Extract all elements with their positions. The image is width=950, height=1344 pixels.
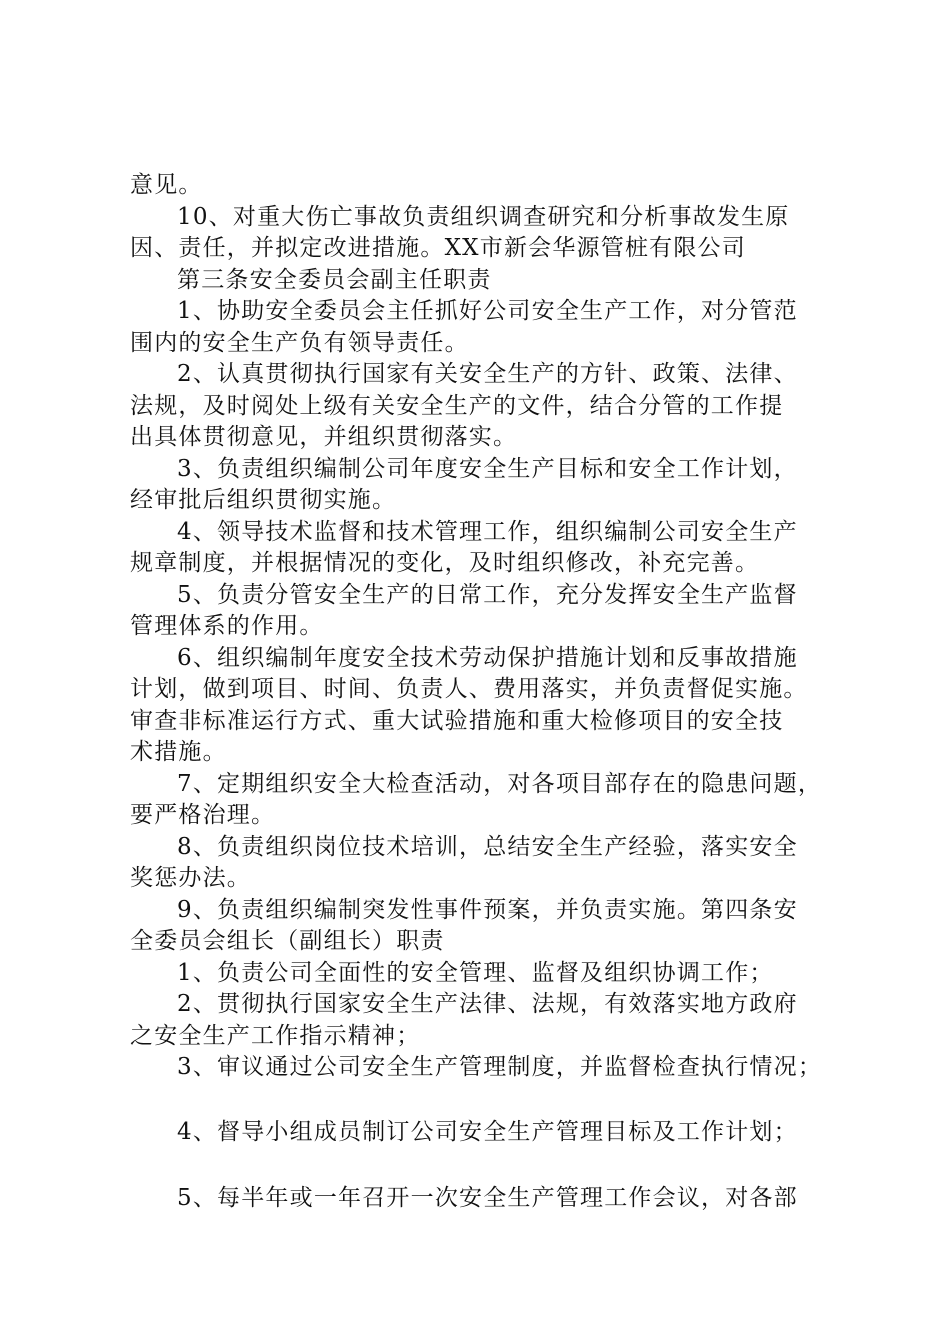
text-line: 2、贯彻执行国家安全生产法律、法规，有效落实地方政府	[177, 991, 798, 1017]
text-line: 1、协助安全委员会主任抓好公司安全生产工作，对分管范	[177, 298, 798, 324]
text-line: 全委员会组长（副组长）职责	[130, 928, 445, 954]
text-line: 奖惩办法。	[130, 865, 251, 891]
text-line: 4、督导小组成员制订公司安全生产管理目标及工作计划；	[177, 1118, 798, 1145]
text-line: 8、负责组织岗位技术培训，总结安全生产经验，落实安全	[177, 833, 798, 860]
text-line: 术措施。	[130, 739, 227, 765]
text-line: 5、负责分管安全生产的日常工作，充分发挥安全生产监督	[177, 581, 798, 608]
text-line: 计划，做到项目、时间、负责人、费用落实，并负责督促实施。	[130, 676, 808, 702]
text-line: 管理体系的作用。	[130, 613, 324, 639]
document-body	[130, 170, 830, 1215]
text-line: 3、审议通过公司安全生产管理制度，并监督检查执行情况；	[177, 1054, 823, 1080]
text-line: 出具体贯彻意见，并组织贯彻落实。	[130, 424, 518, 450]
text-line: 围内的安全生产负有领导责任。	[130, 329, 469, 356]
text-line: 4、领导技术监督和技术管理工作，组织编制公司安全生产	[177, 518, 798, 545]
text-line: 意见。	[130, 172, 203, 198]
text-line: 6、组织编制年度安全技术劳动保护措施计划和反事故措施	[177, 644, 798, 671]
text-line: 经审批后组织贯彻实施。	[130, 487, 397, 513]
text-line: 要严格治理。	[130, 802, 276, 828]
text-line: 审查非标准运行方式、重大试验措施和重大检修项目的安全技	[130, 707, 784, 734]
text-line: 1、负责公司全面性的安全管理、监督及组织协调工作；	[177, 959, 774, 986]
text-line: 法规，及时阅处上级有关安全生产的文件，结合分管的工作提	[130, 392, 784, 419]
text-line: 3、负责组织编制公司年度安全生产目标和安全工作计划，	[177, 455, 798, 482]
text-line: 因、责任，并拟定改进措施。XX市新会华源管桩有限公司	[130, 235, 746, 261]
text-line: 规章制度，并根据情况的变化，及时组织修改，补充完善。	[130, 550, 760, 576]
text-line: 10、对重大伤亡事故负责组织调查研究和分析事故发生原	[177, 203, 790, 230]
text-line: 5、每半年或一年召开一次安全生产管理工作会议，对各部	[177, 1185, 798, 1211]
text-line: 之安全生产工作指示精神；	[130, 1022, 421, 1049]
text-line: 2、认真贯彻执行国家有关安全生产的方针、政策、法律、	[177, 361, 798, 387]
text-line: 9、负责组织编制突发性事件预案，并负责实施。第四条安	[177, 896, 798, 923]
section-heading: 第三条安全委员会副主任职责	[177, 266, 492, 293]
text-line: 7、定期组织安全大检查活动，对各项目部存在的隐患问题，	[177, 770, 823, 797]
